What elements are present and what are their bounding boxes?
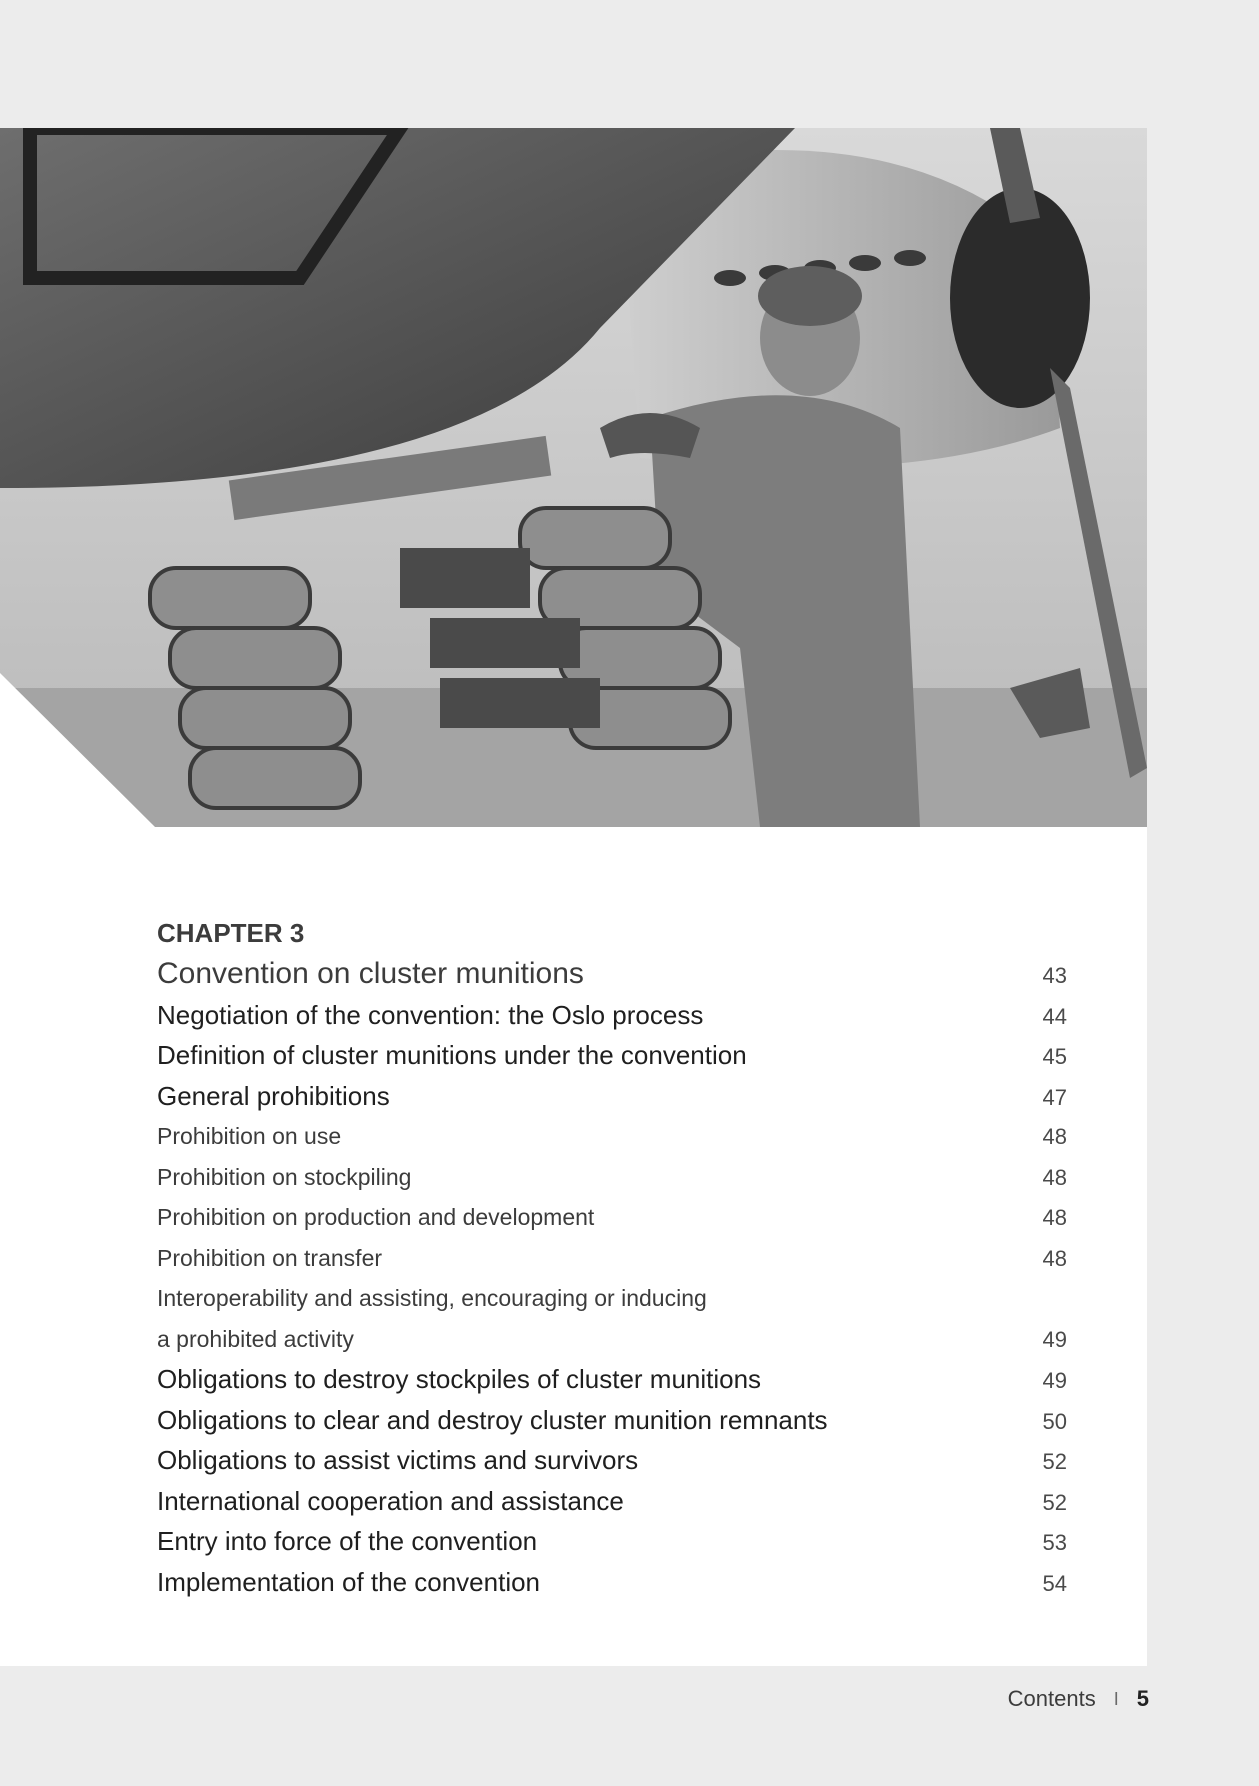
toc-entry[interactable] <box>157 1076 1067 1117</box>
chapter-heading: CHAPTER 3 <box>157 918 305 948</box>
toc-entry-page: 48 <box>1042 1124 1067 1149</box>
toc-entry-label: Entry into force of the convention <box>157 1526 538 1556</box>
toc-entry-page: 48 <box>1042 1205 1067 1230</box>
toc-entry-label: Obligations to clear and destroy cluster munition remnants <box>157 1404 828 1435</box>
toc-entry-label: Convention on cluster munitions <box>157 957 584 990</box>
toc-entry[interactable] <box>157 1116 1067 1157</box>
toc-entry-page: 45 <box>1042 1044 1067 1069</box>
toc-entry[interactable] <box>157 1359 1067 1400</box>
toc-entry[interactable] <box>157 1400 1067 1441</box>
toc-entry-page: 53 <box>1042 1530 1067 1555</box>
toc-entry[interactable] <box>157 1035 1067 1076</box>
toc-entry[interactable] <box>157 995 1067 1036</box>
toc-entry-page: 52 <box>1042 1449 1067 1474</box>
toc-entry-page: 49 <box>1042 1326 1067 1352</box>
toc-entry-page: 50 <box>1042 1408 1067 1434</box>
toc-entry-page: 52 <box>1042 1489 1067 1515</box>
toc-entry-page: 48 <box>1042 1164 1067 1190</box>
document-page <box>0 128 1147 1666</box>
toc-entry-page: 44 <box>1042 1003 1067 1029</box>
toc-entry[interactable] <box>157 1197 1067 1238</box>
toc-entry-label: Definition of cluster munitions under the convention <box>157 1040 747 1070</box>
toc-entry-label: Interoperability and assisting, encouraging or inducing <box>157 1285 707 1311</box>
footer-separator: I <box>1113 1688 1119 1709</box>
toc-entry-label: Prohibition on use <box>157 1123 342 1149</box>
toc-entry-page: 43 <box>1042 963 1067 988</box>
toc-entry-page: 47 <box>1042 1084 1067 1110</box>
toc-entry-label: Prohibition on transfer <box>157 1244 383 1271</box>
toc-entry[interactable] <box>157 954 1067 995</box>
toc-entry[interactable] <box>157 1481 1067 1522</box>
toc-entry[interactable] <box>157 1319 1067 1360</box>
toc-entry[interactable] <box>157 1562 1067 1603</box>
toc-entry-label: Prohibition on stockpiling <box>157 1163 412 1190</box>
table-of-contents <box>157 918 1067 1602</box>
toc-entry-page: 48 <box>1042 1245 1067 1271</box>
page-footer <box>1008 1686 1149 1712</box>
toc-entry-label: Obligations to assist victims and survivors <box>157 1445 639 1475</box>
toc-entry-page: 49 <box>1042 1368 1067 1393</box>
toc-entry-label: General prohibitions <box>157 1080 390 1111</box>
toc-entry[interactable] <box>157 1157 1067 1198</box>
toc-entry-label: Prohibition on production and development <box>157 1204 595 1230</box>
toc-entry[interactable] <box>157 1440 1067 1481</box>
cover-photo <box>0 128 1147 827</box>
toc-entry-label: Obligations to destroy stockpiles of cluster munitions <box>157 1364 762 1394</box>
footer-section-label: Contents <box>1007 1686 1096 1711</box>
toc-entry-label: Implementation of the convention <box>157 1566 541 1597</box>
toc-entry-page: 54 <box>1042 1570 1067 1596</box>
toc-entry-label: a prohibited activity <box>157 1325 354 1352</box>
toc-entry[interactable] <box>157 1238 1067 1279</box>
toc-entry[interactable] <box>157 1521 1067 1562</box>
toc-entry-label: International cooperation and assistance <box>157 1485 624 1516</box>
page-number: 5 <box>1136 1686 1149 1711</box>
toc-entry[interactable] <box>157 1278 1067 1319</box>
toc-entry-label: Negotiation of the convention: the Oslo process <box>157 999 704 1030</box>
